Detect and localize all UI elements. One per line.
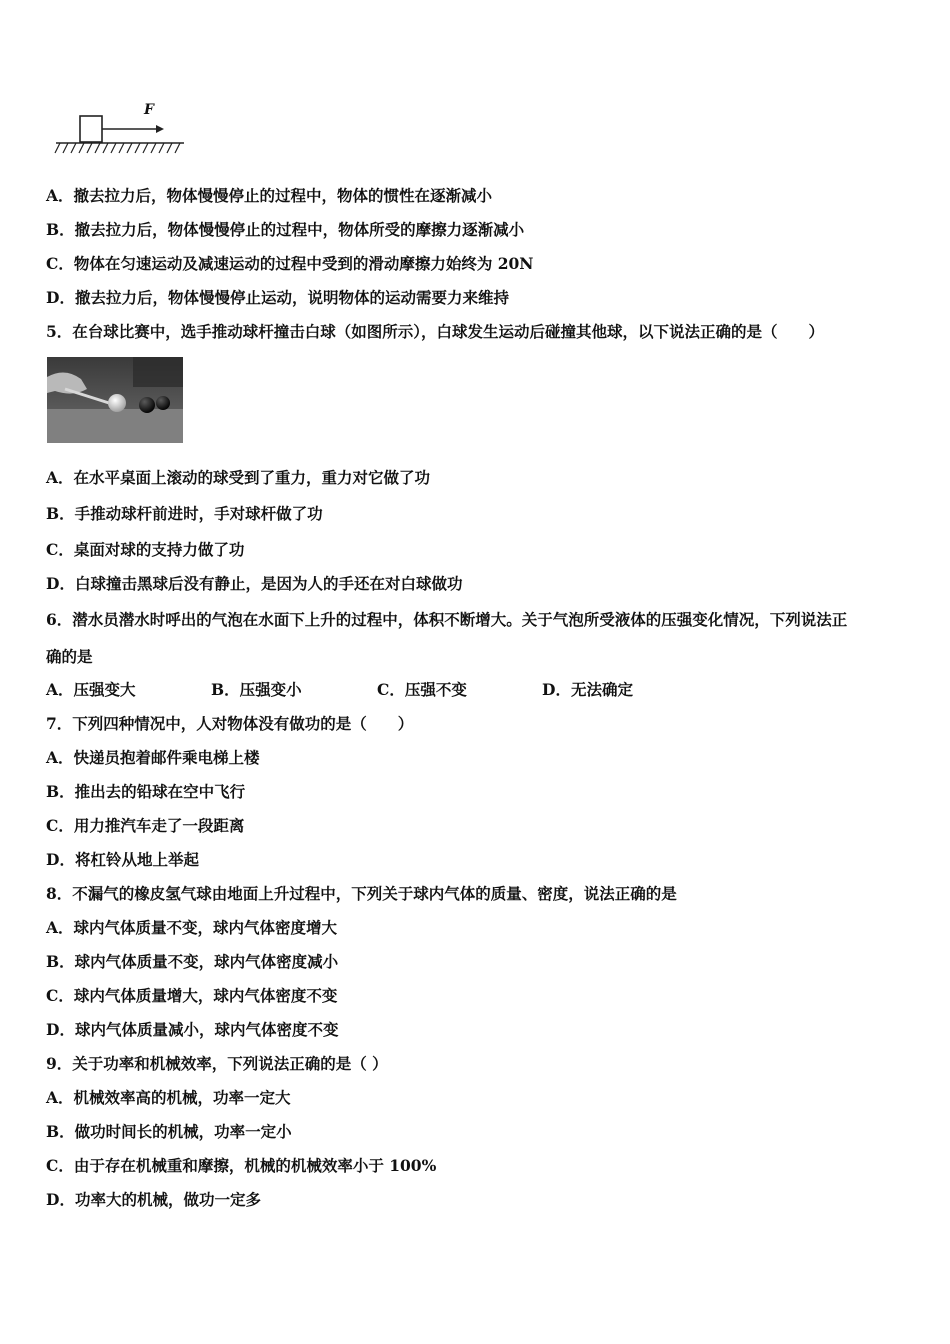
q8-option-d: D．球内气体质量减小，球内气体密度不变	[46, 1020, 339, 1039]
black-ball-2	[156, 396, 170, 410]
q9-option-c: C．由于存在机械重和摩擦，机械的机械效率小于 100%	[46, 1156, 437, 1175]
q5-stem: 5．在台球比赛中，选手推动球杆撞击白球（如图所示），白球发生运动后碰撞其他球，以下说法正确的是（ ）	[46, 322, 825, 341]
q6-option-c: C．压强不变	[377, 680, 467, 699]
q7-option-c: C．用力推汽车走了一段距离	[46, 816, 245, 835]
q6-stem-line1: 6．潜水员潜水时呼出的气泡在水面下上升的过程中，体积不断增大。关于气泡所受液体的压强变化情况，下列说法正	[46, 610, 848, 629]
q6-options	[46, 680, 633, 700]
billiards-photo	[47, 357, 183, 443]
force-label: F	[144, 102, 154, 118]
q4-option-a: A．撤去拉力后，物体慢慢停止的过程中，物体的惯性在逐渐减小	[46, 186, 493, 205]
q5-option-a: A．在水平桌面上滚动的球受到了重力，重力对它做了功	[46, 468, 431, 487]
q5-option-c: C．桌面对球的支持力做了功	[46, 540, 245, 559]
q4-option-c: C．物体在匀速运动及减速运动的过程中受到的滑动摩擦力始终为 20N	[46, 254, 534, 273]
force-arrow-head	[156, 125, 164, 133]
ground-hatching	[55, 143, 180, 153]
q9-option-d: D．功率大的机械，做功一定多	[46, 1190, 261, 1209]
q6-option-a: A．压强变大	[46, 680, 136, 699]
q8-option-c: C．球内气体质量增大，球内气体密度不变	[46, 986, 338, 1005]
block	[80, 116, 102, 142]
q6-option-d: D．无法确定	[542, 680, 633, 699]
q4-option-b: B．撤去拉力后，物体慢慢停止的过程中，物体所受的摩擦力逐渐减小	[46, 220, 525, 239]
q9-stem: 9．关于功率和机械效率，下列说法正确的是（ ）	[46, 1054, 388, 1073]
q8-stem: 8．不漏气的橡皮氢气球由地面上升过程中，下列关于球内气体的质量、密度，说法正确的是	[46, 884, 677, 903]
white-ball	[108, 394, 126, 412]
q7-option-a: A．快递员抱着邮件乘电梯上楼	[46, 748, 260, 767]
q9-option-b: B．做功时间长的机械，功率一定小	[46, 1122, 292, 1141]
q6-stem-line2: 确的是	[46, 647, 93, 666]
q7-option-d: D．将杠铃从地上举起	[46, 850, 199, 869]
q8-option-b: B．球内气体质量不变，球内气体密度减小	[46, 952, 339, 971]
q5-option-b: B．手推动球杆前进时，手对球杆做了功	[46, 504, 323, 523]
q5-option-d: D．白球撞击黑球后没有静止，是因为人的手还在对白球做功	[46, 574, 463, 593]
q7-option-b: B．推出去的铅球在空中飞行	[46, 782, 246, 801]
q9-option-a: A．机械效率高的机械，功率一定大	[46, 1088, 291, 1107]
black-ball-1	[139, 397, 155, 413]
force-diagram	[52, 98, 192, 160]
q8-option-a: A．球内气体质量不变，球内气体密度增大	[46, 918, 338, 937]
q6-option-b: B．压强变小	[211, 680, 302, 699]
q4-option-d: D．撤去拉力后，物体慢慢停止运动，说明物体的运动需要力来维持	[46, 288, 509, 307]
q7-stem: 7．下列四种情况中，人对物体没有做功的是（ ）	[46, 714, 414, 733]
